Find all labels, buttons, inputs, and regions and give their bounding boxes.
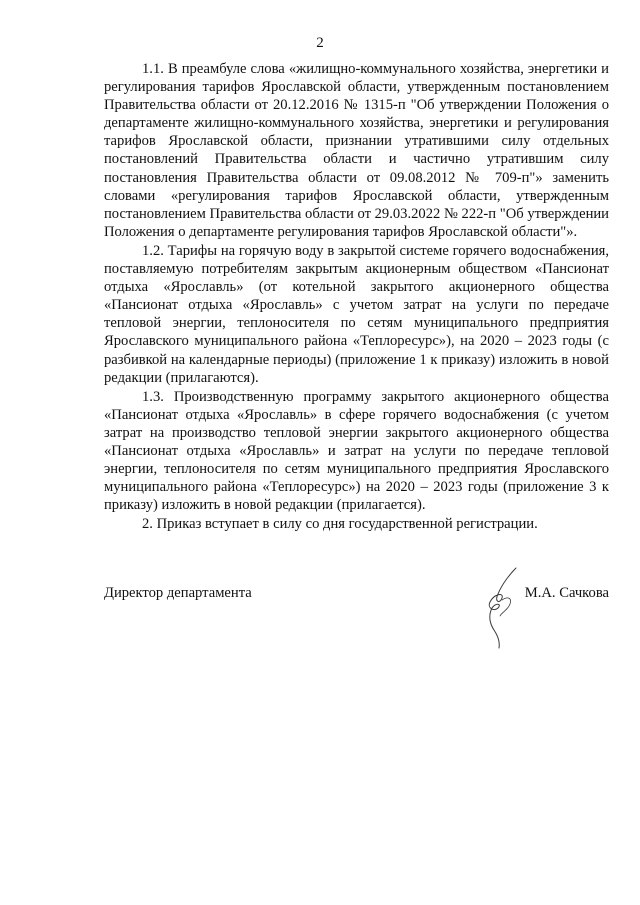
paragraph-1-3: 1.3. Производственную программу закрытого акционерного общества «Пансионат отдыха «Ярославль» в сфере горячего водоснабжения (с учетом затрат на производство тепловой энергии закрытого акционерного общества «Пансионат отдыха «Ярославль» и затрат на услуги по передаче тепловой энергии, теплоносителя по сетям муниципального предприятия Ярославского муниципального района «Теплоресурс») на 2020 – 2023 годы (приложение 3 к приказу) изложить в новой редакции (прилагается). — [104, 388, 609, 514]
handwritten-signature — [472, 564, 542, 650]
page-number: 2 — [316, 35, 324, 51]
paragraph-1-1: 1.1. В преамбуле слова «жилищно-коммунального хозяйства, энергетики и регулирования тарифов Ярославской области, утвержденным постановлением Правительства области от 20.12.2016 № 1315-п "Об утверждении Положения о департаменте жилищно-коммунального хозяйства, энергетики и регулирования тарифов Ярославской области, признании утратившими силу отдельных постановлений Правительства области и частично утратившим силу постановления Правительства области от 09.08.2012 № 709-п"» заменить словами «регулирования тарифов Ярославской области, утвержденным постановлением Правительства области от 29.03.2022 № 222-п "Об утверждении Положения о департаменте регулирования тарифов Ярославской области"». — [104, 61, 609, 240]
paragraph-2: 2. Приказ вступает в силу со дня государственной регистрации. — [142, 516, 538, 533]
paragraph-1-2: 1.2. Тарифы на горячую воду в закрытой системе горячего водоснабжения, поставляемую потребителям закрытым акционерным обществом «Пансионат отдыха «Ярославль» (от котельной закрытого акционерного общества «Пансионат отдыха «Ярославль» с учетом затрат на услуги по передаче тепловой энергии, теплоносителя по сетям муниципального предприятия Ярославского муниципального района «Теплоресурс»), на 2020 – 2023 годы (с разбивкой на календарные периоды) (приложение 1 к приказу) изложить в новой редакции (прилагаются). — [104, 242, 609, 386]
signature-stroke — [489, 568, 516, 648]
signature-block — [104, 578, 609, 648]
signature-stroke — [500, 598, 511, 616]
document-body — [104, 60, 609, 533]
signatory-title: Директор департамента — [104, 585, 252, 601]
signatory-name: М.А. Сачкова — [524, 585, 609, 601]
